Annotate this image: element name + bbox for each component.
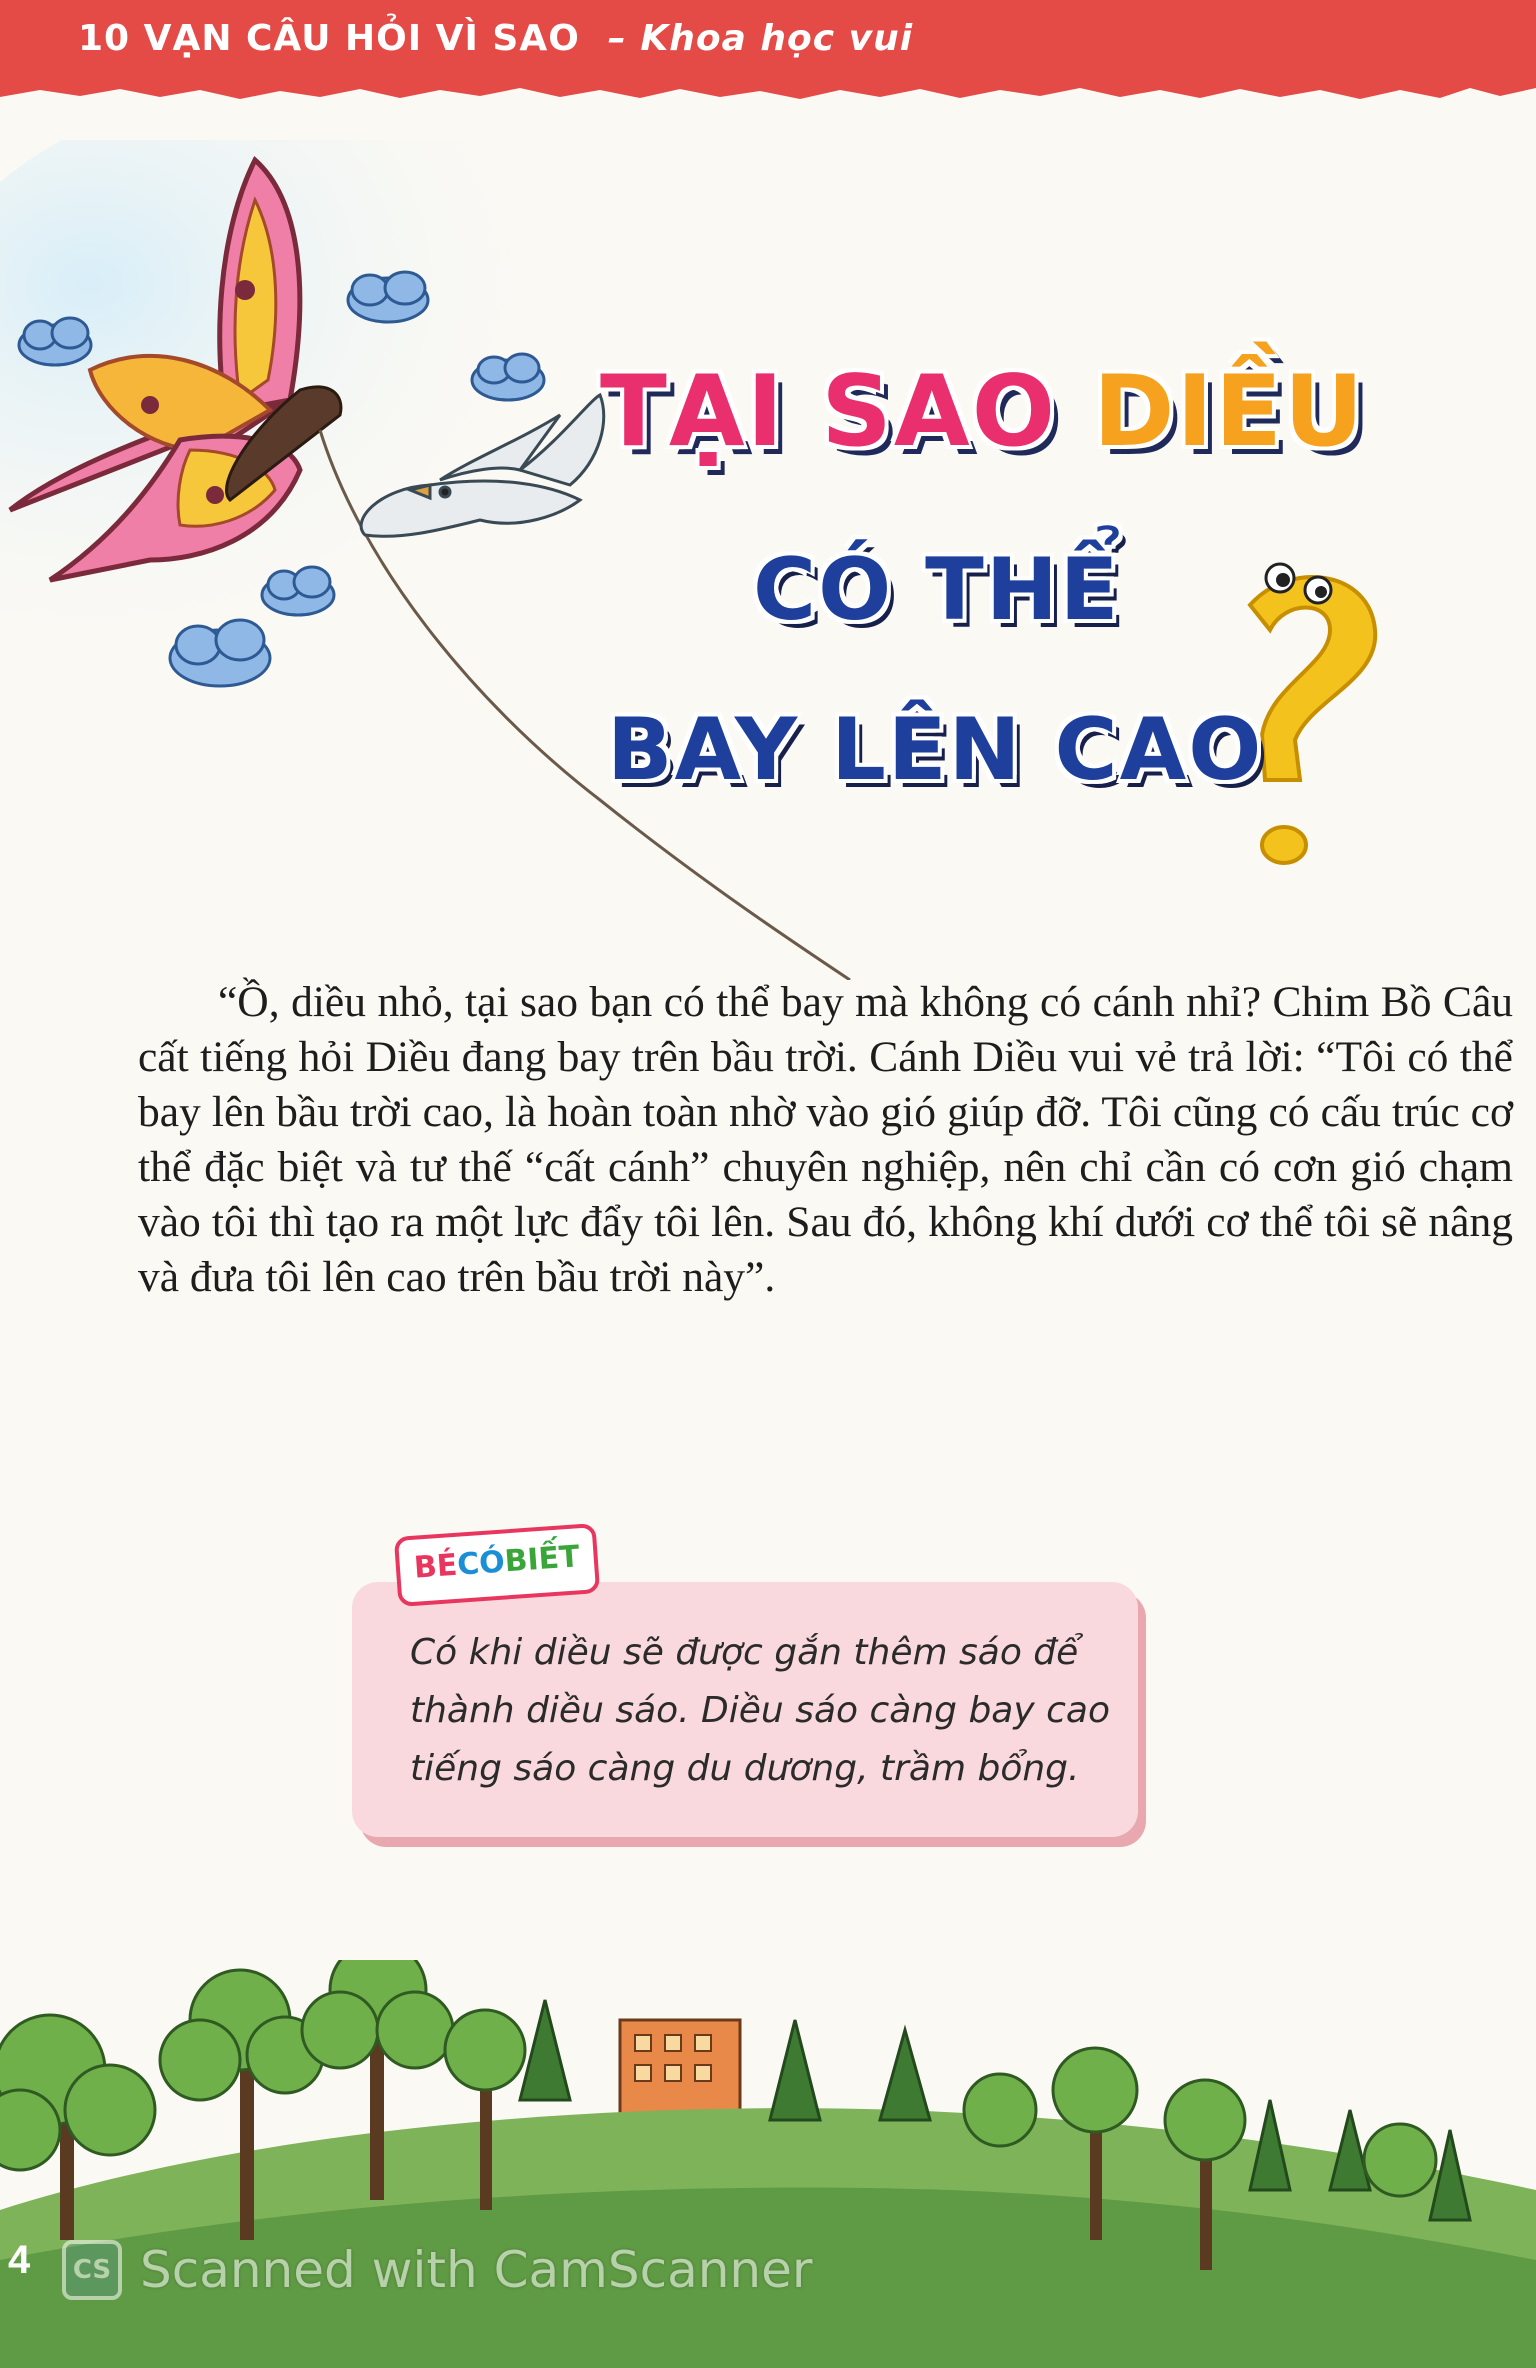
page-number: 4 <box>8 2238 31 2282</box>
tip-text: Có khi diều sẽ được gắn thêm sáo để thành diều sáo. Diều sáo càng bay cao tiếng sáo càng du dương, trầm bổng. <box>410 1632 1110 1789</box>
tip-box <box>352 1582 1138 1837</box>
header-band <box>0 0 1536 105</box>
watermark-text: Scanned with CamScanner <box>140 2241 813 2299</box>
tip-label-word-3: BIẾT <box>503 1539 581 1580</box>
title-word-dieu: DIỀU <box>1093 355 1366 469</box>
title-line-1 <box>600 355 1365 469</box>
camscanner-logo: CS <box>62 2240 122 2300</box>
title-word-tai-sao: TẠI SAO <box>600 355 1094 469</box>
story-paragraph: “Ồ, diều nhỏ, tại sao bạn có thể bay mà không có cánh nhỉ? Chim Bồ Câu cất tiếng hỏi Diều đang bay trên bầu trời. Cánh Diều vui vẻ trả lời: “Tôi có thể bay lên bầu trời cao, là hoàn toàn nhờ vào gió giúp đỡ. Tôi cũng có cấu trúc cơ thể đặc biệt và tư thế “cất cánh” chuyên nghiệp, nên chỉ cần có cơn gió chạm vào tôi thì tạo ra một lực đẩy tôi lên. Sau đó, không khí dưới cơ thể tôi sẽ nâng và đưa tôi lên cao trên bầu trời này”. <box>138 978 1513 1301</box>
tip-label-word-2: CÓ <box>456 1544 506 1583</box>
scanner-watermark <box>62 2240 812 2300</box>
title-line-2: CÓ THỂ <box>753 540 1121 640</box>
header-title <box>78 18 913 59</box>
tip-label-word-1: BÉ <box>412 1547 459 1586</box>
title-line-3: BAY LÊN CAO <box>607 700 1264 800</box>
question-mark-mascot-icon <box>1250 564 1375 863</box>
tip-label <box>394 1523 600 1607</box>
series-title: 10 VẠN CÂU HỎI VÌ SAO <box>78 18 580 59</box>
section-title: – Khoa học vui <box>607 18 914 59</box>
forest-landscape-illustration <box>0 1960 1536 2368</box>
